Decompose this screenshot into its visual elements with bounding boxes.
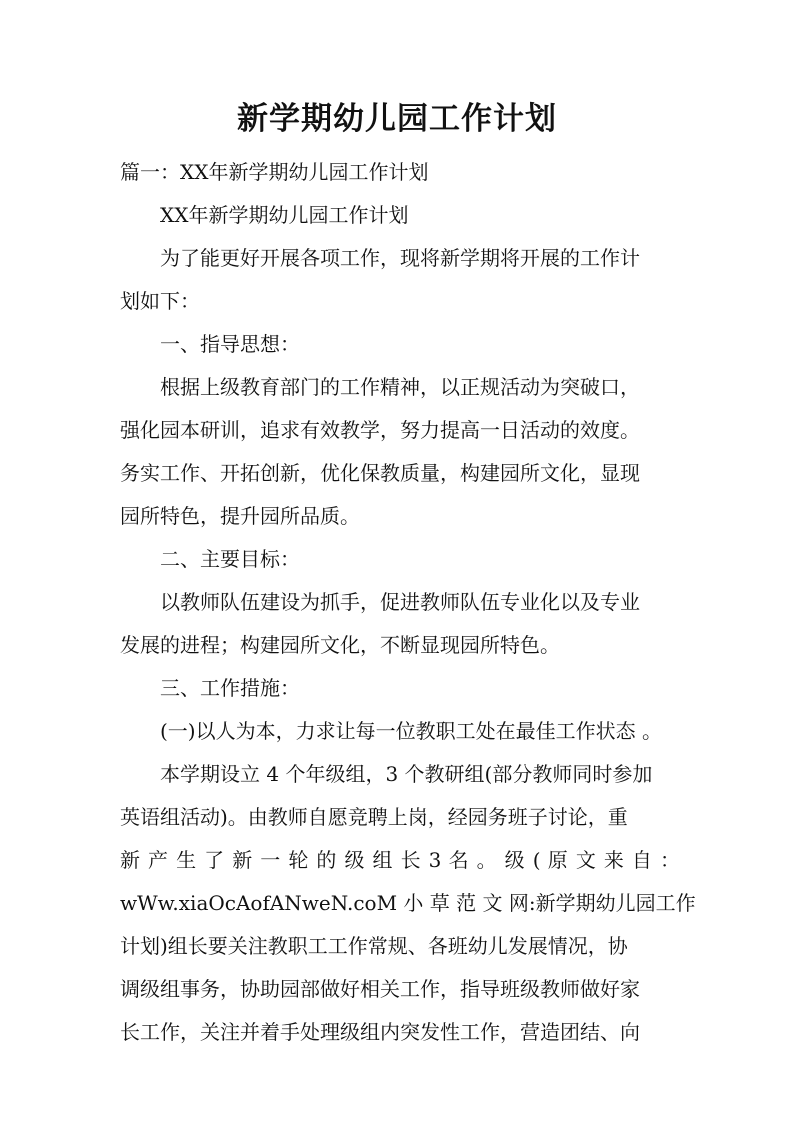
paragraph-line: 强化园本研训，追求有效教学，努力提高一日活动的效度。 [120,418,640,442]
paragraph-line: 调级组事务，协助园部做好相关工作，指导班级教师做好家 [120,977,640,1001]
paragraph-line: 务实工作、开拓创新，优化保教质量，构建园所文化，显现 [120,461,640,485]
paragraph-line: 划如下： [120,289,200,313]
paragraph-line: 新 产 生 了 新 一 轮 的 级 组 长 3 名 。 级 ( 原 文 来 自 ： [120,848,680,872]
paragraph-line: wWw.xiaOcAofANweN.coM 小 草 范 文 网:新学期幼儿园工作 [120,891,696,915]
paragraph-line: (一)以人为本，力求让每一位教职工处在最佳工作状态 。 [160,719,662,743]
paragraph-line: 根据上级教育部门的工作精神，以正规活动为突破口， [160,375,640,399]
section-heading: 二、主要目标： [160,547,300,571]
paragraph-line: 发展的进程；构建园所文化，不断显现园所特色。 [120,633,560,657]
paragraph-line: 园所特色，提升园所品质。 [120,504,360,528]
document-title: 新学期幼儿园工作计划 [237,101,557,137]
paragraph-line: 本学期设立 4 个年级组，3 个教研组(部分教师同时参加 [160,762,653,786]
paragraph-line: 以教师队伍建设为抓手，促进教师队伍专业化以及专业 [160,590,640,614]
paragraph-line: 计划)组长要关注教职工工作常规、各班幼儿发展情况，协 [120,934,628,958]
paragraph-line: 长工作，关注并着手处理级组内突发性工作，营造团结、向 [120,1020,640,1044]
paragraph-line: 英语组活动)。由教师自愿竞聘上岗，经园务班子讨论，重 [120,805,628,829]
section-heading: 篇一：XX年新学期幼儿园工作计划 [120,160,429,184]
paragraph-line: 为了能更好开展各项工作，现将新学期将开展的工作计 [160,246,640,270]
section-heading: 一、指导思想： [160,332,300,356]
subheading: XX年新学期幼儿园工作计划 [160,203,409,227]
section-heading: 三、工作措施： [160,676,300,700]
